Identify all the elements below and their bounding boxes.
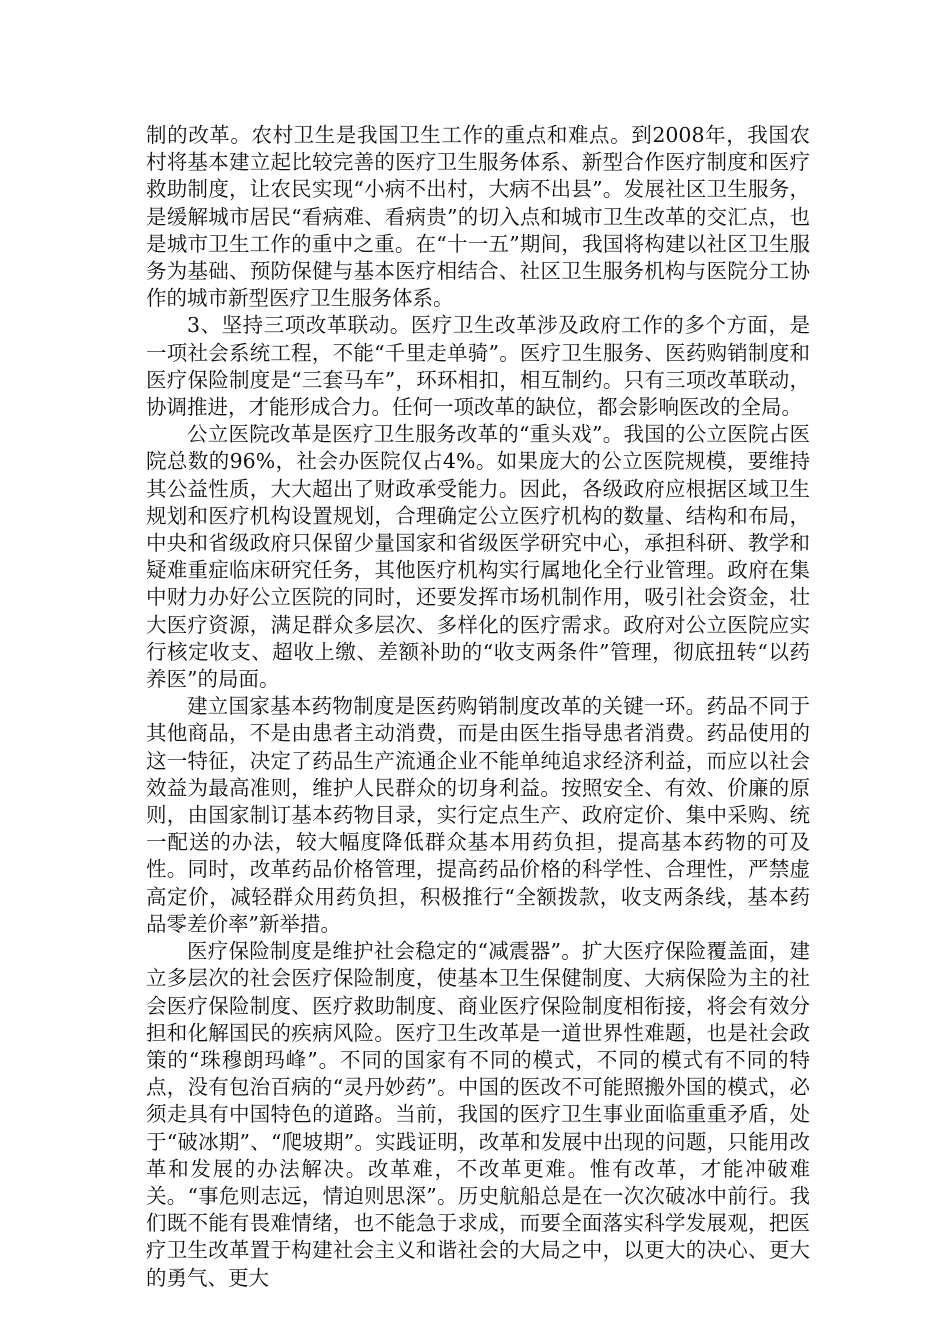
paragraph-public-hospital: 公立医院改革是医疗卫生服务改革的“重头戏”。我国的公立医院占医院总数的96%，社会办医院仅占4%。如果庞大的公立医院规模，要维持其公益性质，大大超出了财政承受能力。因此，各级政府应根据区域卫生规划和医疗机构设置规划，合理确定公立医疗机构的数量、结构和布局，中央和省级政府只保留少量国家和省级医学研究中心，承担科研、教学和疑难重症临床研究任务，其他医疗机构实行属地化全行业管理。政府在集中财力办好公立医院的同时，还要发挥市场机制作用，吸引社会资金，壮大医疗资源，满足群众多层次、多样化的医疗需求。政府对公立医院应实行核定收支、超收上缴、差额补助的“收支两条件”管理，彻底扭转“以药养医”的局面。 [146, 422, 810, 692]
paragraph-rural-health: 制的改革。农村卫生是我国卫生工作的重点和难点。到2008年，我国农村将基本建立起比较完善的医疗卫生服务体系、新型合作医疗制度和医疗救助制度，让农民实现“小病不出村，大病不出县”。发展社区卫生服务，是缓解城市居民“看病难、看病贵”的切入点和城市卫生改革的交汇点，也是城市卫生工作的重中之重。在“十一五”期间，我国将构建以社区卫生服务为基础、预防保健与基本医疗相结合、社区卫生服务机构与医院分工协作的城市新型医疗卫生服务体系。 [146, 123, 810, 311]
document-body [146, 122, 810, 1292]
paragraph-essential-drugs: 建立国家基本药物制度是医药购销制度改革的关键一环。药品不同于其他商品，不是由患者主动消费，而是由医生指导患者消费。药品使用的这一特征，决定了药品生产流通企业不能单纯追求经济利益，而应以社会效益为最高准则，维护人民群众的切身利益。按照安全、有效、价廉的原则，由国家制订基本药物目录，实行定点生产、政府定价、集中采购、统一配送的办法，较大幅度降低群众基本用药负担，提高基本药物的可及性。同时，改革药品价格管理，提高药品价格的科学性、合理性，严禁虚高定价，减轻群众用药负担，积极推行“全额拨款，收支两条线，基本药品零差价率”新举措。 [146, 694, 810, 936]
paragraph-medical-insurance: 医疗保险制度是维护社会稳定的“减震器”。扩大医疗保险覆盖面，建立多层次的社会医疗保险制度，使基本卫生保健制度、大病保险为主的社会医疗保险制度、医疗救助制度、商业医疗保险制度相衔接，将会有效分担和化解国民的疾病风险。医疗卫生改革是一道世界性难题，也是社会政策的“珠穆朗玛峰”。不同的国家有不同的模式，不同的模式有不同的特点，没有包治百病的“灵丹妙药”。中国的医改不可能照搬外国的模式，必须走具有中国特色的道路。当前，我国的医疗卫生事业面临重重矛盾，处于“破冰期”、“爬坡期”。实践证明，改革和发展中出现的问题，只能用改革和发展的办法解决。改革难，不改革更难。惟有改革，才能冲破难关。“事危则志远，情迫则思深”。历史航船总是在一次次破冰中前行。我们既不能有畏难情绪，也不能急于求成，而要全面落实科学发展观，把医疗卫生改革置于构建社会主义和谐社会的大局之中，以更大的决心、更大的勇气、更大 [146, 939, 810, 1290]
paragraph-three-reforms: 3、坚持三项改革联动。医疗卫生改革涉及政府工作的多个方面，是一项社会系统工程，不能“千里走单骑”。医疗卫生服务、医药购销制度和医疗保险制度是“三套马车”，环环相扣，相互制约。只有三项改革联动，协调推进，才能形成合力。任何一项改革的缺位，都会影响医改的全局。 [146, 313, 810, 420]
